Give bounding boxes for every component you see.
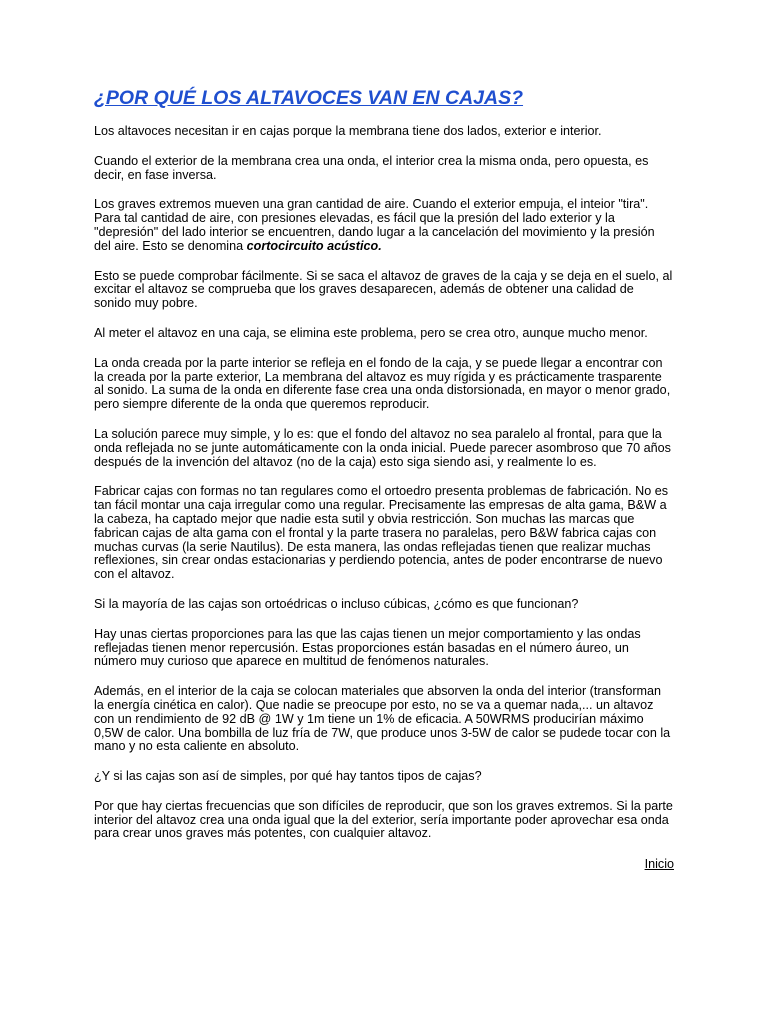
paragraph-3-text: Los graves extremos mueven una gran cantidad de aire. Cuando el exterior empuja, el inteior "tira". Para tal cantidad de aire, con presiones elevadas, es fácil que la presión del lado exterior y la "depresión" del lado interior se encuentren, dando lugar a la cancelación del movimiento y la presión del aire. Esto se denomina (94, 197, 655, 253)
paragraph-5: Al meter el altavoz en una caja, se elimina este problema, pero se crea otro, aunque mucho menor. (94, 325, 648, 340)
paragraph-7: La solución parece muy simple, y lo es: que el fondo del altavoz no sea paralelo al frontal, para que la onda reflejada no se junte automáticamente con la onda inicial. Puede parecer asombroso que 70 años después de la invención del altavoz (no de la caja) esto siga siendo asi, y realmente lo es. (94, 426, 671, 469)
paragraph-9: Si la mayoría de las cajas son ortoédricas o incluso cúbicas, ¿cómo es que funcionan? (94, 596, 579, 611)
page-title: ¿POR QUÉ LOS ALTAVOCES VAN EN CAJAS? (94, 87, 524, 109)
paragraph-3-emphasis: cortocircuito acústico. (246, 238, 382, 253)
paragraph-12: ¿Y si las cajas son así de simples, por qué hay tantos tipos de cajas? (94, 769, 482, 784)
paragraph-6: La onda creada por la parte interior se refleja en el fondo de la caja, y se puede llegar a encontrar con la creada por la parte exterior, La membrana del altavoz es muy rígida y es prácticamente trasparente al sonido. La suma de la onda en diferente fase crea una onda distorsionada, en mayor o menor grado, pero siempre diferente de la onda que queremos reproducir. (94, 355, 671, 412)
paragraph-10: Hay unas ciertas proporciones para las que las cajas tienen un mejor comportamiento y las ondas reflejadas tienen menor repercusión. Estas proporciones están basadas en el número áureo, un número muy curioso que aparece en multitud de fenómenos naturales. (94, 626, 641, 669)
document-page (94, 86, 674, 871)
paragraph-11: Además, en el interior de la caja se colocan materiales que absorven la onda del interior (transforman la energía cinética en calor). Que nadie se preocupe por esto, no se va a quemar nada,... un altavoz con un rendimiento de 92 dB @ 1W y 1m tiene un 1% de eficacia. A 50WRMS producirían máximo 0,5W de calor. Una bombilla de luz fría de 7W, que produce unos 3-5W de calor se pudede tocar con la mano y no esta caliente en absoluto. (94, 684, 671, 754)
paragraph-4: Esto se puede comprobar fácilmente. Si se saca el altavoz de graves de la caja y se deja en el suelo, al excitar el altavoz se comprueba que los graves desaparecen, además de obtener una calidad de sonido muy pobre. (94, 268, 673, 311)
paragraph-13: Por que hay ciertas frecuencias que son difíciles de reproducir, que son los graves extremos. Si la parte interior del altavoz crea una onda igual que la del exterior, sería importante poder aprovechar esa onda para crear unos graves más potentes, con cualquier altavoz. (94, 798, 673, 841)
paragraph-8: Fabricar cajas con formas no tan regulares como el ortoedro presenta problemas de fabricación. No es tan fácil montar una caja irregular como una regular. Precisamente las empresas de alta gama, B&W a la cabeza, ha captado mejor que nadie esta sutil y obvia restricción. Son muchas las marcas que fabrican cajas de alta gama con el frontal y la parte trasera no paralelas, pero B&W fabrica cajas con muchas curvas (la serie Nautilus). De esta manera, las ondas reflejadas tienen que realizar muchas reflexiones, sin crear ondas estacionarias y perdiendo potencia, antes de poder encontrarse de nuevo con el altavoz. (94, 484, 669, 582)
paragraph-1: Los altavoces necesitan ir en cajas porque la membrana tiene dos lados, exterior e interior. (94, 124, 602, 138)
paragraph-3 (94, 198, 674, 253)
home-link[interactable]: Inicio (644, 857, 674, 872)
paragraph-2: Cuando el exterior de la membrana crea una onda, el interior crea la misma onda, pero opuesta, es decir, en fase inversa. (94, 153, 649, 182)
